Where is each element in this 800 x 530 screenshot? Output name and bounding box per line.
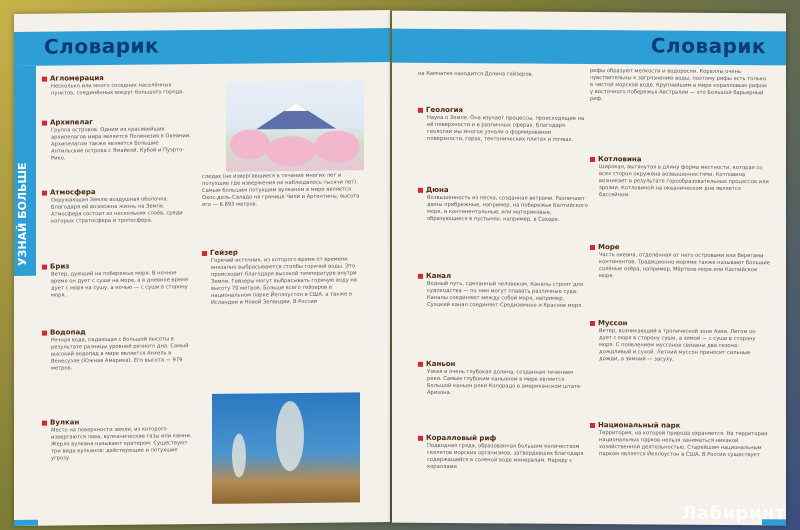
entry-atmosfera <box>42 188 192 226</box>
right-page-title: Словарик <box>650 33 766 59</box>
entry-body: Ветер, дующий на побережье моря. В ночное время он дует с суши на море, а в дневное время дует с моря на сушу, а ночью — с суши в сторону моря. <box>51 270 188 299</box>
top-continued-left <box>418 71 588 79</box>
bullet-icon <box>202 251 207 256</box>
bullet-icon <box>42 121 47 126</box>
bullet-icon <box>590 321 595 326</box>
entry-head: Муссон <box>598 319 628 328</box>
entry-nacionalnyy-park <box>590 422 770 459</box>
blossom-shape <box>266 136 316 167</box>
bullet-icon <box>42 331 47 336</box>
entry-kanyon <box>418 361 588 398</box>
entry-arhipelag <box>42 118 192 163</box>
entry-body: Подводная гряда, образованная большим количеством скелетов морских организмов, затвердевших благодаря содержащейся в соленой воде минералам. Наряду с кораллами <box>427 442 584 471</box>
bullet-icon <box>590 245 595 250</box>
entry-head: Атмосфера <box>50 188 96 197</box>
entry-head: Национальный парк <box>598 421 681 430</box>
entry-body: Горячий источник, из которого время от времени внезапно выбрасываются столбы горячей воды. Это происходит благодаря высокой температуре внутри Земли. Гейзеры могут выбрасывать горячую воду на высоту 70 метров. Больше всего гейзеров в национальном парке Йеллоустон в США, а также в Исландии и Новой Зеландии. В России <box>211 256 357 306</box>
entry-musson <box>590 320 770 364</box>
entry-head: Вулкан <box>50 418 80 427</box>
vulkan-continued <box>202 172 362 209</box>
entry-body: Территория, на которой природа охраняется. На территории национальных парков нельзя заниматься никакой хозяйственной деятельностью. Старейшим национальным парком является Йеллоустон в США. В России существует <box>599 430 768 459</box>
side-tab <box>14 66 36 276</box>
bullet-icon <box>418 362 423 367</box>
right-banner <box>392 29 786 66</box>
entry-kotlovina <box>590 156 770 200</box>
entry-kanal <box>418 273 588 310</box>
entry-vodopad <box>42 328 192 373</box>
steam-plume-shape <box>276 401 304 471</box>
left-page <box>14 10 390 526</box>
entry-aglomeraciya <box>42 74 192 98</box>
entry-body: Несколько или много соседних населённых пунктов, соединённых вокруг большого города. <box>51 82 184 97</box>
entry-body: Широкая, вытянутая в длину форма местности, которая со всех сторон окружена возвышенностями. Котловина возникает в результате горообразовательных процессов или эрозии. Котловиной на океаническом дне является бассейном. <box>599 164 769 199</box>
bullet-icon <box>42 421 47 426</box>
geyser-illustration <box>212 392 360 504</box>
entry-geyzer <box>202 248 362 307</box>
entry-head: Канал <box>426 271 452 281</box>
bullet-icon <box>418 274 423 279</box>
entry-body: Окружающая Землю воздушная оболочка. Благодаря ей возможна жизнь на Земле. Атмосфера состоит из нескольких слоёв, среди которых стратосфера и тропосфера. <box>51 196 183 225</box>
entry-more <box>590 244 770 281</box>
side-tab-label: УЗНАЙ БОЛЬШЕ <box>16 162 29 266</box>
left-banner <box>14 28 390 66</box>
bullet-icon <box>42 77 47 82</box>
left-page-title: Словарик <box>44 33 160 59</box>
bullet-icon <box>42 265 47 270</box>
entry-head: Коралловый риф <box>426 433 497 443</box>
entry-body: Возвышенность из песка, созданная ветрами. Различают дюны прибрежные, например, на побережье Балтийского моря, и континентальные, или материковые, образующиеся в пустынях, например, в Сахаре. <box>427 194 588 223</box>
entry-body: Ветер, возникающий в тропической зоне Азии. Летом он дует с моря в сторону суши, а зимой — с суши в сторону моря. С появлением муссонов связаны два сезона: дождливый и сухой. Летний муссон приносит сильные дожди, а зимний — засуху. <box>599 328 756 363</box>
steam-plume-shape <box>232 434 246 478</box>
bullet-icon <box>418 188 423 193</box>
bullet-icon <box>42 191 47 196</box>
bullet-icon <box>418 108 423 113</box>
entry-head: Архипелаг <box>50 118 93 127</box>
sakura-volcano-illustration <box>226 80 364 171</box>
right-page <box>392 11 786 526</box>
entry-geologiya <box>418 107 588 144</box>
entry-head: Дюна <box>426 185 449 195</box>
entry-body: Группа островов. Одним из красивейших архипелагов мира является Полинезия в Океании. Архипелагом также является Большие Антильские острова с Ямайкой, Кубой и Пуэрто-Рико. <box>51 126 191 162</box>
entry-head: Геология <box>426 105 464 115</box>
entry-briz <box>42 262 192 300</box>
entry-body: Наука о Земле. Она изучает процессы, происходящие на её поверхности и в различных сферах. Благодаря геологии мы многое узнали о формировании поверхности, горах, тектонических плитах и почвах. <box>427 114 585 143</box>
snow-cap-shape <box>284 103 308 111</box>
bullet-icon <box>418 436 423 441</box>
entry-head: Гейзер <box>210 248 238 257</box>
continued-text: следах (не извергавшиеся в течение многих лет и потухшие где извержения не наблюдалось тысячи лет). Самым большим потухшим вулканом в мире является Охос-дель-Саладо на границе Чили и Аргентины, высота его — 6 893 метров. <box>202 172 360 208</box>
watermark-logo: Лабиринт <box>681 503 786 524</box>
entry-body: Часть океана, отделённая от него островами или берегами континентов. Традиционно морями также называют большие солёные озёра, например, Мёртвое море или Каспийское море. <box>599 252 770 280</box>
continued-text: на Камчатке находится Долина гейзеров. <box>418 70 534 78</box>
entry-vulkan <box>42 418 192 463</box>
top-continued-right <box>590 68 770 104</box>
blossom-shape <box>314 130 360 162</box>
entry-head: Море <box>598 243 620 252</box>
entry-head: Котловина <box>598 155 642 164</box>
entry-body: Место на поверхности земли, из которого извергаются лава, вулканические газы или камни. Жерло вулкана называют кратером. Существуют три вида вулканов: действующие и потухшие угрозу. <box>51 426 192 462</box>
bullet-icon <box>590 423 595 428</box>
entry-korallovyy-rif <box>418 435 588 472</box>
entry-head: Каньон <box>426 359 456 369</box>
entry-head: Бриз <box>50 262 70 271</box>
page-corner-bar <box>14 520 38 526</box>
entry-head: Агломерация <box>50 74 104 83</box>
entry-head: Водопад <box>50 328 86 337</box>
bullet-icon <box>590 157 595 162</box>
entry-dyuna <box>418 187 588 224</box>
entry-body: Речная вода, падающая с большой высоты в результате разницы уровней речного дна. Самый высокий водопад в мире является Анхель в Венесуэле (Южная Америка). Его высота — 979 метров. <box>51 336 189 372</box>
entry-body: Узкая и очень глубокая долина, созданная течением реки. Самым глубоким каньоном в мире является Большой каньон реки Колорадо в американском штате Аризона. <box>427 368 581 397</box>
blossom-shape <box>230 129 270 159</box>
entry-body: Водный путь, сделанный человеком. Каналы строят для судоходства — по ним могут плавать различные суда. Каналы соединяют между собой моря, например, Суэцкий канал соединяет Средиземное и Красное моря. <box>427 280 583 309</box>
continued-text: рифы образуют мелкости и водоросли. Кораллы очень чувствительны к загрязнению воды, поэтому рифы есть только в чистой морской воде. Крупнейшим в мире коралловым рифом у восточного побережья Австралии — это Большой барьерный риф. <box>590 68 767 103</box>
